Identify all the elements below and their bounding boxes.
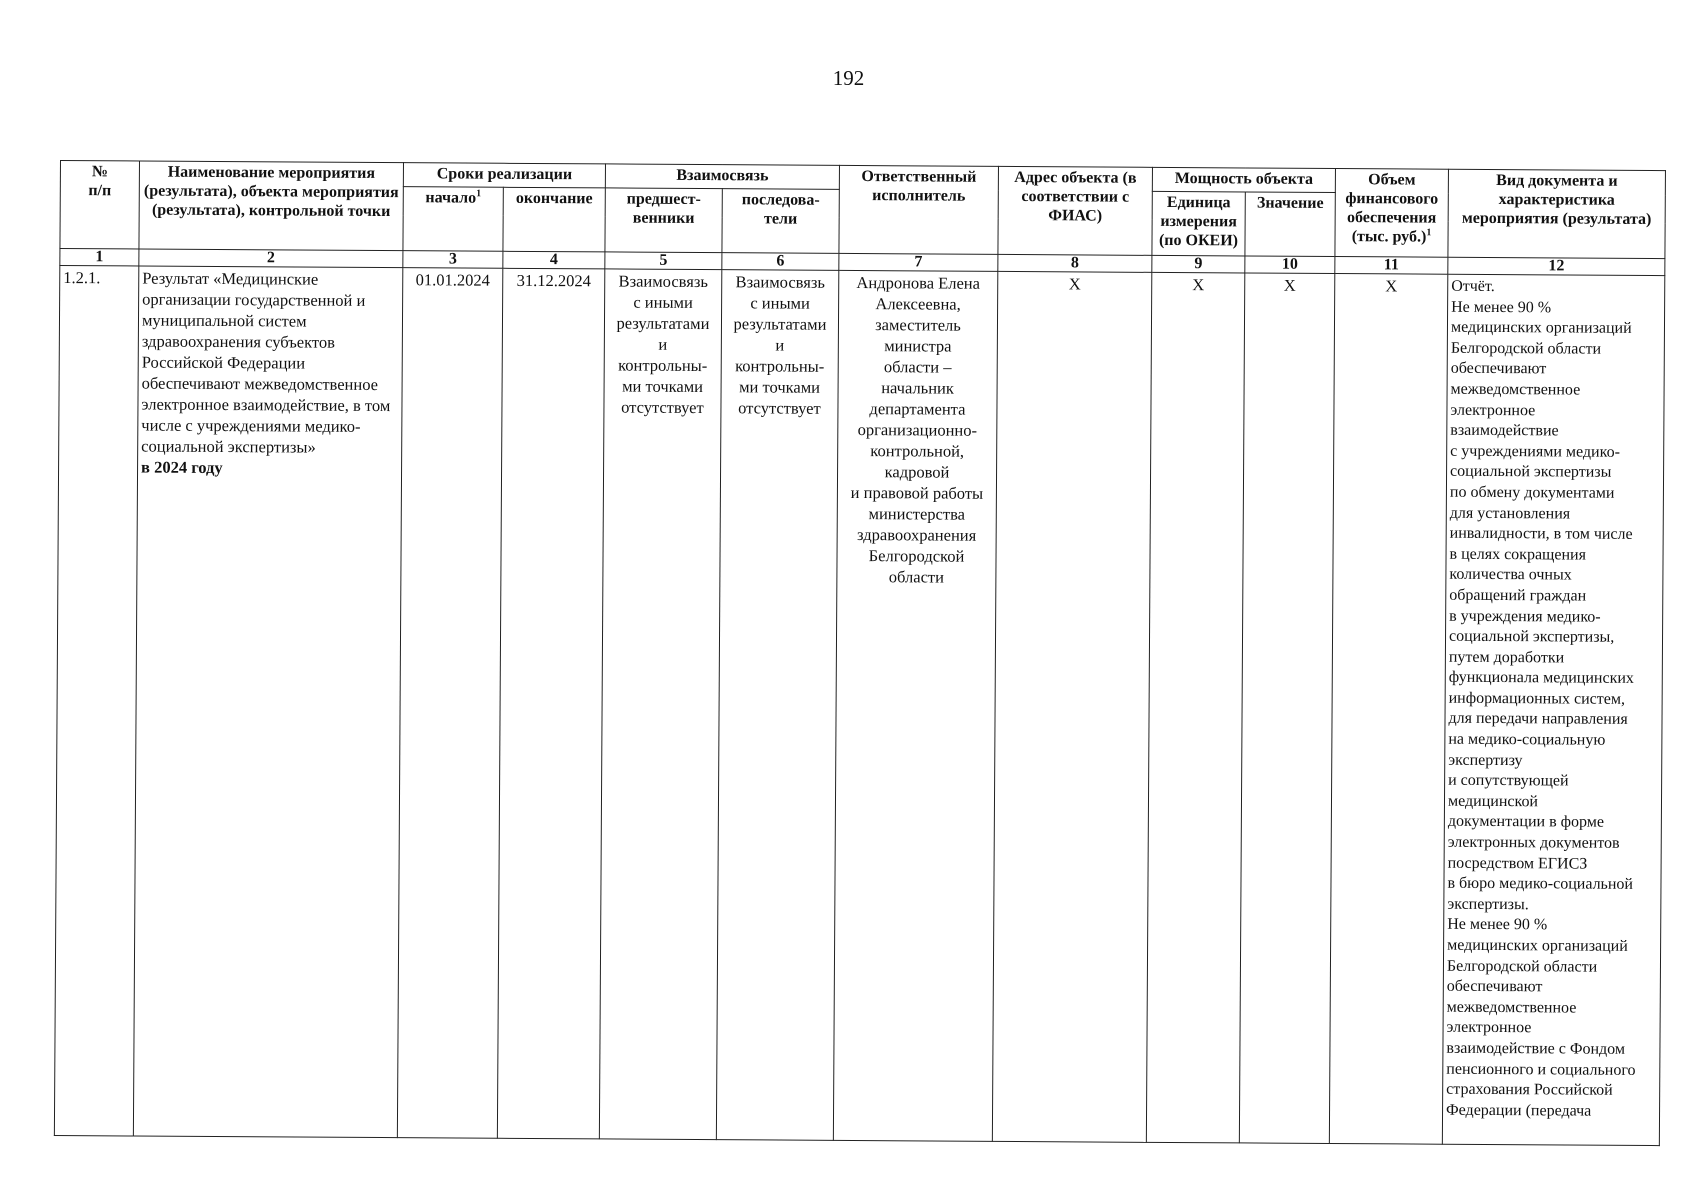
row-address: X: [992, 271, 1151, 1142]
header-num: № п/п: [60, 161, 140, 249]
header-funding: Объем финансового обеспечения (тыс. руб.)$^1$: [1335, 169, 1449, 258]
column-number: 2: [139, 249, 403, 268]
header-successors: последова- тели: [722, 189, 839, 254]
row-unit: X: [1146, 272, 1244, 1143]
column-number: 7: [839, 253, 998, 271]
row-start-date: 01.01.2024: [397, 268, 502, 1139]
column-number: 12: [1448, 257, 1665, 275]
column-number: 5: [605, 252, 722, 270]
column-number: 9: [1152, 255, 1245, 273]
column-number: 3: [403, 251, 503, 269]
column-number: 6: [722, 253, 839, 271]
row-responsible: Андронова Елена Алексеевна, заместитель министра области – начальник департамента организационно- контрольной, кадровой и правовой работы министерства здравоохранения Белгородской области: [833, 270, 997, 1141]
header-unit: Единица измерения (по ОКЕИ): [1152, 191, 1245, 256]
row-successors: Взаимосвязь с иными результатами и контрольны- ми точками отсутствует: [716, 270, 838, 1141]
row-name-year: в 2024 году: [141, 457, 223, 478]
activity-table: [54, 160, 1666, 1146]
row-name: [133, 266, 402, 1138]
page-number: 192: [832, 66, 865, 90]
row-funding: X: [1329, 274, 1447, 1145]
row-value: X: [1239, 273, 1334, 1144]
row-number: 1.2.1.: [54, 266, 138, 1136]
header-end: окончание: [503, 187, 605, 252]
column-number: 4: [503, 251, 605, 269]
column-number: 8: [998, 254, 1152, 272]
header-name: Наименование мероприятия (результата), объекта мероприятия (результата), контрольной точки: [139, 161, 404, 251]
header-responsible: Ответственный исполнитель: [839, 165, 999, 254]
header-links: Взаимосвязь: [605, 164, 839, 189]
column-number: 1: [60, 249, 139, 266]
header-start: начало$^1$: [403, 187, 503, 252]
row-end-date: 31.12.2024: [497, 268, 604, 1139]
header-value: Значение: [1245, 192, 1335, 257]
column-number: 10: [1245, 256, 1335, 274]
header-capacity: Мощность объекта: [1152, 167, 1335, 192]
header-terms: Сроки реализации: [403, 163, 605, 188]
row-name-main: Результат «Медицинские организации государственной и муниципальной систем здравоохранения субъектов Российской Федерации обеспечивают межведомственное электронное взаимодействие, в том числе с учреждениями медико-социальной экспертизы»: [141, 268, 391, 457]
header-doc-type: Вид документа и характеристика мероприятия (результата): [1448, 169, 1666, 258]
header-predecessors: предшест- венники: [605, 188, 722, 253]
row-predecessors: Взаимосвязь с иными результатами и контрольны- ми точками отсутствует: [599, 269, 721, 1140]
column-number: 11: [1335, 257, 1448, 275]
table-row: [54, 266, 1664, 1146]
row-description: Отчёт. Не менее 90 % медицинских организаций Белгородской области обеспечивают межведомственное электронное взаимодействие с учреждениями медико- социальной экспертизы по обмену документами для установления инвалидности, в том числе в целях сокращения количества очных обращений граждан в учреждения медико- социальной экспертизы, путем доработки функционала медицинских информационных систем, для передачи направления на медико-социальную экспертизу и сопутствующей медицинской документации в форме электронных документов посредством ЕГИСЗ в бюро медико-социальной экспертизы. Не менее 90 % медицинских организаций Белгородской области обеспечивают межведомственное электронное взаимодействие с Фондом пенсионного и социального страхования Российской Федерации (передача: [1442, 274, 1664, 1145]
header-address: Адрес объекта (в соответствии с ФИАС): [998, 166, 1153, 255]
